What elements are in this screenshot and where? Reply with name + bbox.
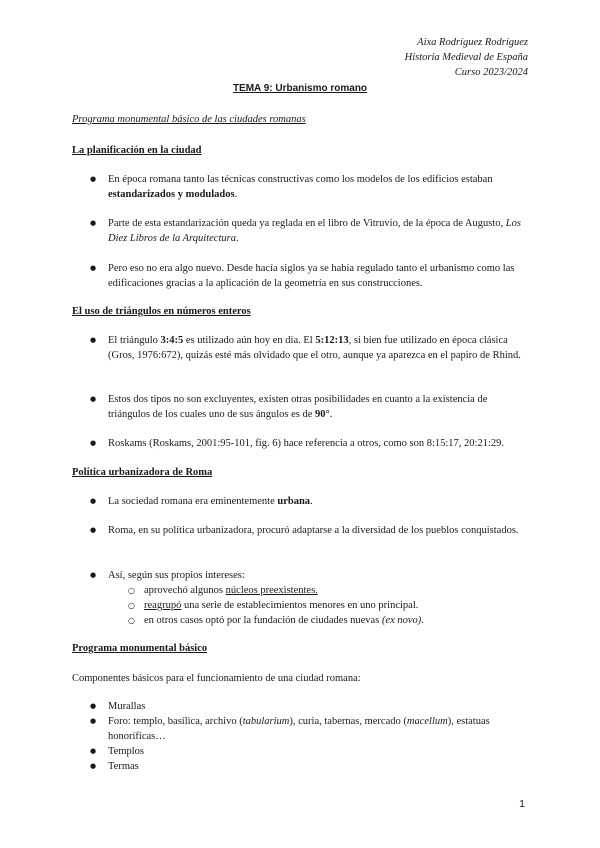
header-course: Historia Medieval de España: [404, 52, 528, 63]
list-item: ● Foro: templo, basílica, archivo (tabularium), curia, tabernas, mercado (macellum), estatuas honoríficas…: [108, 714, 528, 744]
page-number: 1: [519, 798, 525, 810]
document-subtitle: Programa monumental básico de las ciudades romanas: [72, 114, 306, 125]
document-title: TEMA 9: Urbanismo romano: [232, 83, 368, 94]
section-intro: Componentes básicos para el funcionamiento de una ciudad romana:: [72, 673, 361, 684]
list-item: ● En época romana tanto las técnicas constructivas como los modelos de los edificios estaban estandarizados y modulados.: [108, 172, 528, 202]
section-heading: La planificación en la ciudad: [72, 145, 202, 156]
list-item: ● Así, según sus propios intereses:: [108, 568, 528, 583]
list-item: ● Murallas: [108, 699, 528, 714]
list-item: ● Termas: [108, 759, 528, 774]
section-heading: Política urbanizadora de Roma: [72, 467, 213, 478]
sub-list-item: ○ reagrupó una serie de establecimientos menores en uno principal.: [144, 598, 528, 613]
sub-list-item: ○ en otros casos optó por la fundación de ciudades nuevas (ex novo).: [144, 613, 528, 628]
list-item: ● Parte de esta estandarización queda ya reglada en el libro de Vitruvio, de la época de Augusto, Los Diez Libros de la Arquitectura.: [108, 216, 528, 246]
sub-list-item: ○ aprovechó algunos núcleos preexistentes.: [144, 583, 528, 598]
list-item: ● Pero eso no era algo nuevo. Desde hacía siglos ya se había regulado tanto el urbanismo como las edificaciones gracias a la aplicación de la geometría en sus construcciones.: [108, 261, 528, 291]
header-author: Aixa Rodríguez Rodríguez: [417, 37, 528, 48]
list-item: ● Roma, en su política urbanizadora, procuró adaptarse a la diversidad de los pueblos conquistados.: [108, 523, 528, 538]
section-heading: Programa monumental básico: [72, 643, 208, 654]
list-item: ● La sociedad romana era eminentemente urbana.: [108, 494, 528, 509]
header-year: Curso 2023/2024: [454, 67, 528, 78]
list-item: ● Roskams (Roskams, 2001:95-101, fig. 6) hace referencia a otros, como son 8:15:17, 20:21:29.: [108, 436, 528, 451]
list-item: ● El triángulo 3:4:5 es utilizado aún hoy en día. El 5:12:13, si bien fue utilizado en época clásica (Gros, 1976:672), quizás esté más olvidado que el otro, aunque ya aparezca en el papiro de Rhind.: [108, 333, 528, 363]
section-heading: El uso de triángulos en números enteros: [72, 306, 251, 317]
list-item: ● Templos: [108, 744, 528, 759]
list-item: ● Estos dos tipos no son excluyentes, existen otras posibilidades en cuanto a la existencia de triángulos de los cuales uno de sus ángulos es de 90°.: [108, 392, 528, 422]
